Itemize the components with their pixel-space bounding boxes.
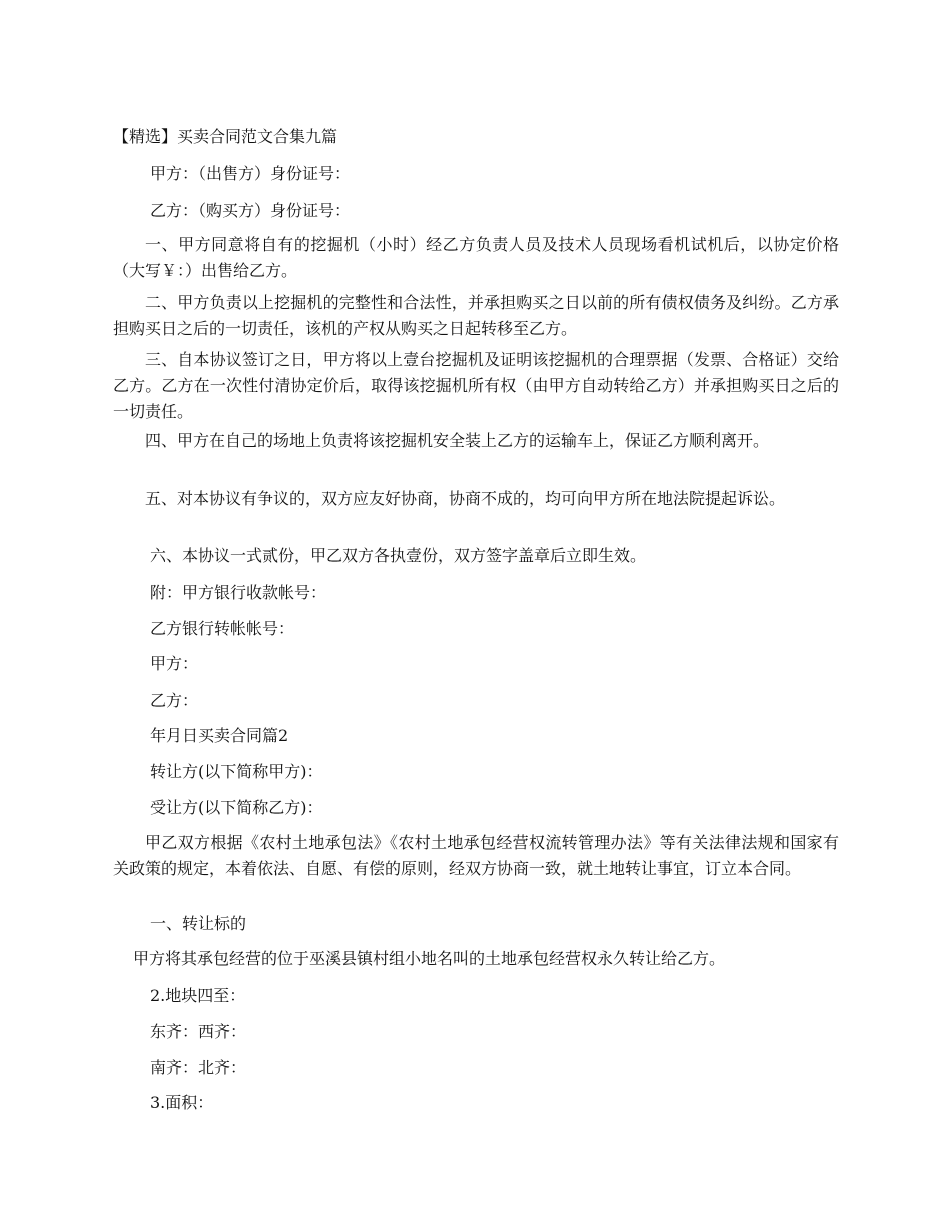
clause-6: 六、本协议一式贰份，甲乙双方各执壹份，双方签字盖章后立即生效。 (150, 546, 647, 565)
party-a-seller-line: 甲方：（出售方）身份证号： (150, 164, 351, 183)
clause-1: 一、甲方同意将自有的挖掘机（小时）经乙方负责人员及技术人员现场看机试机后，以协定价格（大写￥：）出售给乙方。 (113, 235, 839, 280)
area-line: 3.面积： (150, 1093, 214, 1112)
land-boundaries-heading: 2.地块四至： (150, 986, 246, 1005)
party-a-signature-line: 甲方： (150, 654, 199, 673)
transferee-line: 受让方(以下简称乙方)： (150, 798, 323, 817)
land-location-paragraph: 甲方将其承包经营的位于巫溪县镇村组小地名叫的土地承包经营权永久转让给乙方。 (133, 949, 726, 968)
date-and-contract-2-heading: 年月日买卖合同篇2 (150, 726, 289, 745)
south-north-boundaries: 南齐：北齐： (150, 1058, 247, 1077)
clause-5: 五、对本协议有争议的，双方应友好协商，协商不成的，均可向甲方所在地法院提起诉讼。 (145, 489, 786, 508)
east-west-boundaries: 东齐：西齐： (150, 1022, 247, 1041)
transferor-line: 转让方(以下简称甲方)： (150, 762, 323, 781)
clause-3: 三、自本协议签订之日，甲方将以上壹台挖掘机及证明该挖掘机的合理票据（发票、合格证）交给乙方。乙方在一次性付清协定价后，取得该挖掘机所有权（由甲方自动转给乙方）并承担购买日之后的一切责任。 (113, 350, 839, 421)
party-b-bank-account-line: 乙方银行转帐帐号： (150, 619, 295, 638)
party-b-buyer-line: 乙方：（购买方）身份证号： (150, 201, 351, 220)
preamble-paragraph: 甲乙双方根据《农村土地承包法》《农村土地承包经营权流转管理办法》等有关法律法规和国家有关政策的规定，本着依法、自愿、有偿的原则，经双方协商一致，就土地转让事宜，订立本合同。 (113, 833, 839, 878)
party-b-signature-line: 乙方： (150, 691, 199, 710)
section-transfer-subject: 一、转让标的 (150, 914, 247, 933)
clause-4: 四、甲方在自己的场地上负责将该挖掘机安全装上乙方的运输车上，保证乙方顺利离开。 (145, 431, 770, 450)
party-a-bank-account-line: 附：甲方银行收款帐号： (150, 583, 327, 602)
clause-2: 二、甲方负责以上挖掘机的完整性和合法性，并承担购买之日以前的所有债权债务及纠纷。乙方承担购买日之后的一切责任，该机的产权从购买之日起转移至乙方。 (113, 293, 839, 338)
document-title: 【精选】买卖合同范文合集九篇 (113, 127, 338, 146)
